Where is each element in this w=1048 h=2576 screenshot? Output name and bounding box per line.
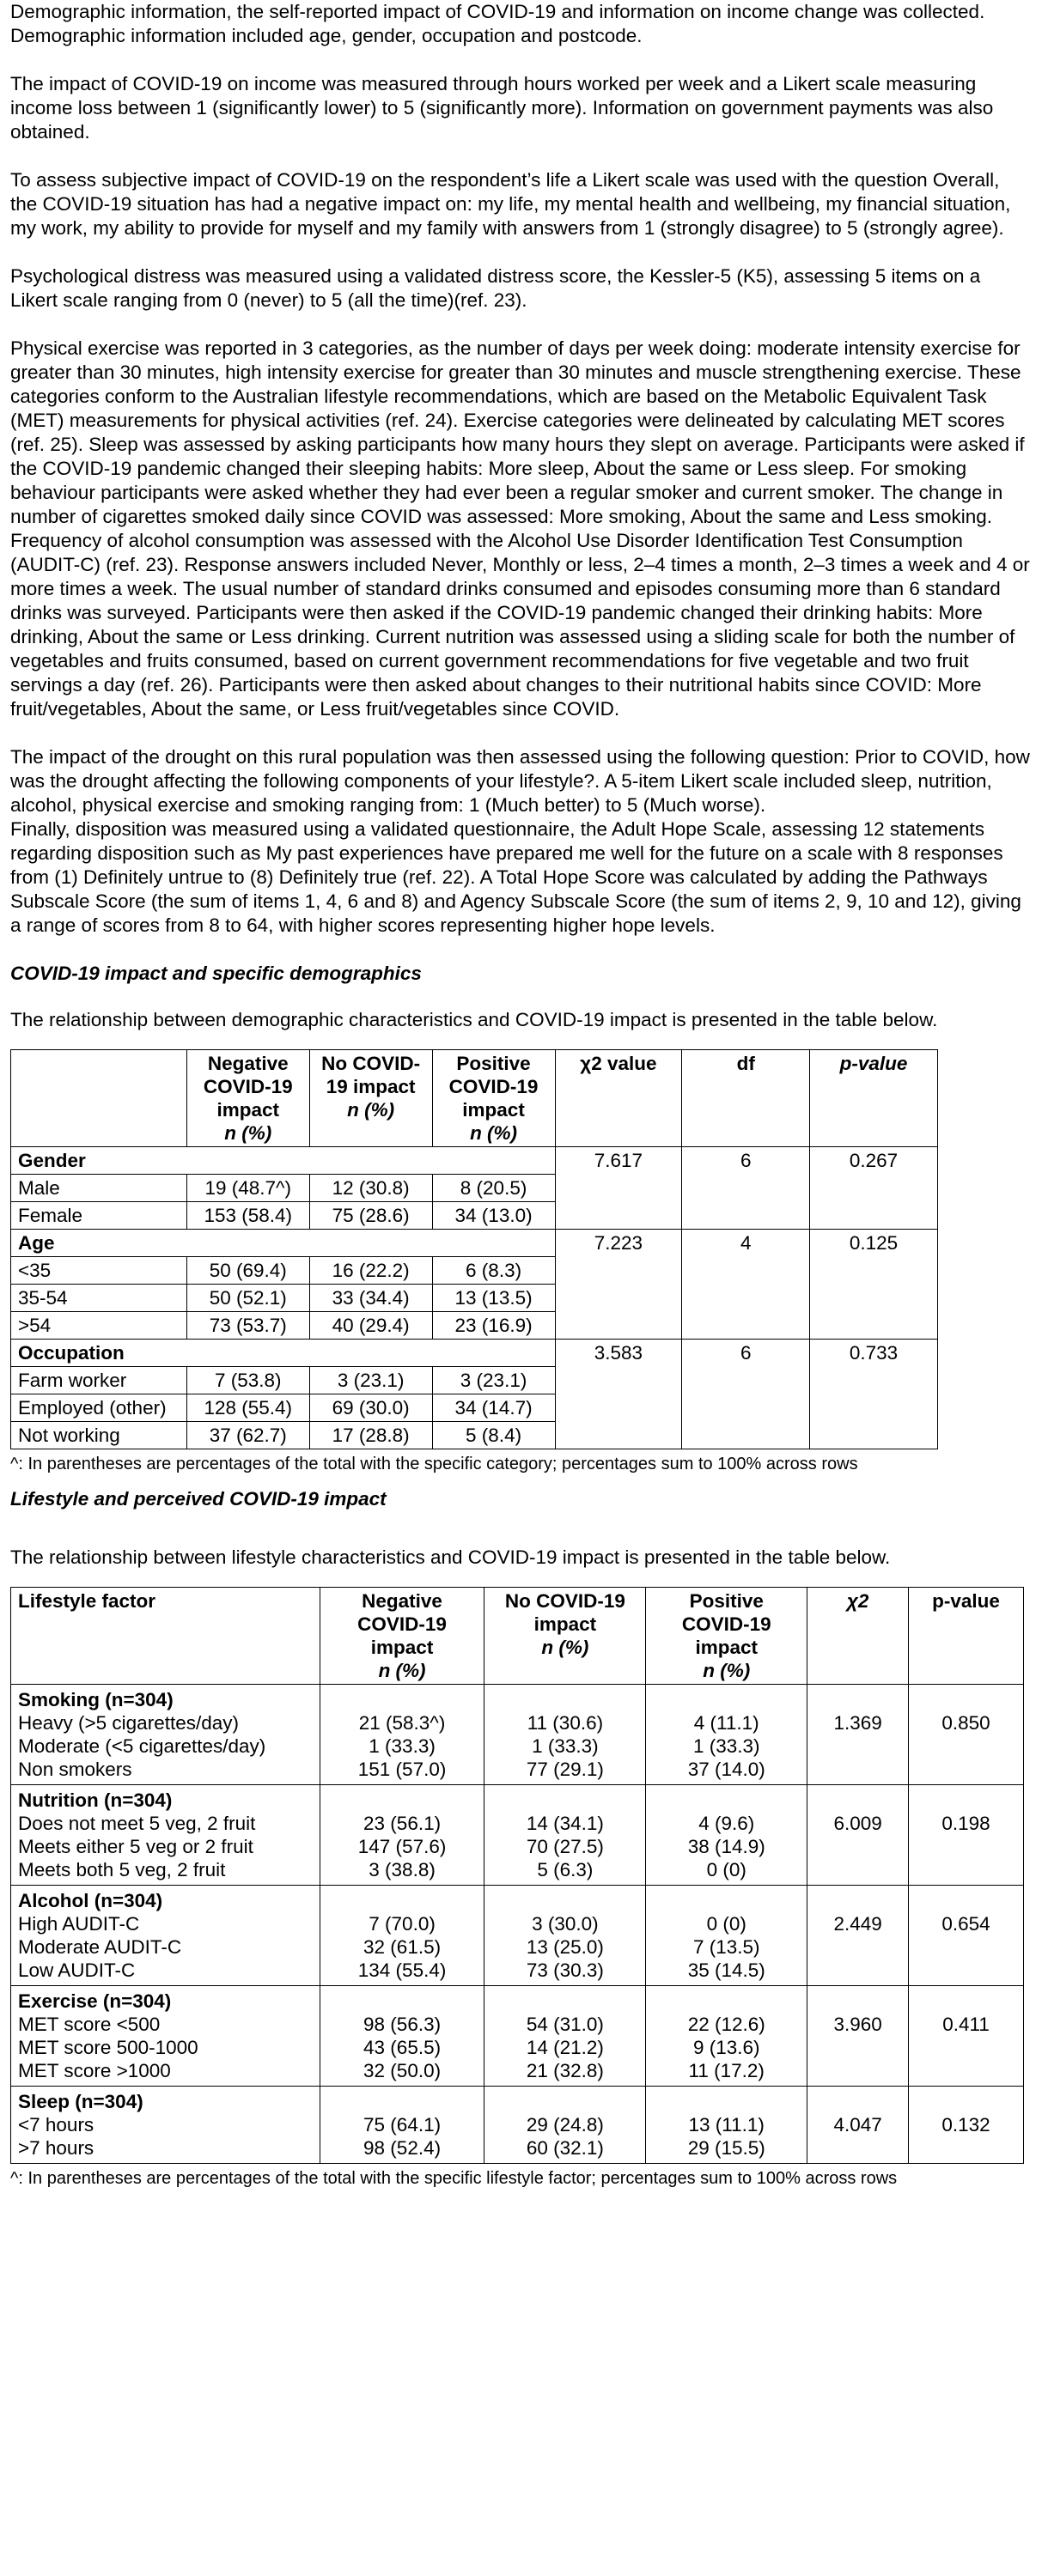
factor-title: Sleep (n=304) [18,2091,143,2112]
row-label: Low AUDIT-C [18,1959,136,1981]
row-label: Does not meet 5 veg, 2 fruit [18,1813,256,1834]
paragraph-lifestyle-measures: Physical exercise was reported in 3 categories, as the number of days per week doing: moderate intensity exercise for greater than 30 minutes, high intensity exercise for greater than 30 minutes and muscle strengthening exercise. These categories conform to the Australian lifestyle recommendations, which are based on the Metabolic Equivalent Task (MET) measurements for physical activities (ref. 24). Exercise categories were delineated by calculating MET scores (ref. 25). Sleep was assessed by asking participants how many hours they slept on average. Participants were asked if the COVID-19 pandemic changed their sleeping habits: More sleep, About the same or Less sleep. For smoking behaviour participants were asked whether they had ever been a regular smoker and current smoker. The change in number of cigarettes smoked daily since COVID was assessed: More smoking, About the same and Less smoking. Frequency of alcohol consumption was assessed with the Alcohol Use Disorder Identification Test Consumption (AUDIT-C) (ref. 23). Response answers included Never, Monthly or less, 2–4 times a month, 2–3 times a week and 4 or more times a week. The usual number of standard drinks consumed and episodes consuming more than 6 standard drinks was surveyed. Participants were then asked if the COVID-19 pandemic changed their drinking habits: More drinking, About the same or Less drinking. Current nutrition was assessed using a sliding scale for both the number of vegetables and fruits consumed, based on current government recommendations for five vegetable and two fruit servings a day (ref. 26). Participants were then asked about changes to their nutritional habits since COVID: More fruit/vegetables, About the same, or Less fruit/vegetables since COVID. [10,337,1030,720]
negative-value: 1 (33.3) [369,1735,436,1757]
factor-n: (n=304) [105,1689,174,1710]
positive-value: 4 (9.6) [698,1813,755,1834]
factor-title: Nutrition (n=304) [18,1789,173,1811]
negative-impact-cell: 7 (53.8) [186,1367,309,1394]
row-label: >7 hours [18,2137,94,2159]
factor-n: (n=304) [94,1890,163,1911]
header-blank [11,1050,187,1147]
no-impact-cell [484,2087,646,2164]
table-note-lifestyle: ^: In parentheses are percentages of the total with the specific lifestyle factor; percentages sum to 100% across rows [10,2169,898,2188]
negative-value: 3 (38.8) [369,1859,436,1880]
positive-value: 7 (13.5) [692,1936,760,1958]
positive-impact-cell: 8 (20.5) [432,1175,555,1202]
no-impact-cell: 3 (23.1) [309,1367,432,1394]
negative-value: 151 (57.0) [357,1759,447,1780]
no-impact-cell: 75 (28.6) [309,1202,432,1230]
p-value: 0.411 [909,1986,1024,2087]
negative-impact-cell: 19 (48.7^) [186,1175,309,1202]
negative-impact-cell: 50 (69.4) [186,1257,309,1285]
p-value: 0.733 [810,1340,938,1449]
row-label: 35-54 [11,1285,187,1312]
no-impact-value: 14 (21.2) [526,2037,604,2058]
chi2-value: 2.449 [807,1886,909,1986]
no-impact-cell: 69 (30.0) [309,1394,432,1422]
header-negative: Negative COVID-19 impact n (%) [186,1050,309,1147]
lifestyle-factor-cell [11,1685,320,1785]
no-impact-cell: 16 (22.2) [309,1257,432,1285]
no-impact-value: 54 (31.0) [526,2014,604,2035]
row-label: Farm worker [11,1367,187,1394]
lifestyle-group-row [11,1785,1024,1886]
no-impact-cell [484,1785,646,1886]
no-impact-cell: 33 (34.4) [309,1285,432,1312]
negative-impact-cell [320,2087,484,2164]
section-intro-lifestyle: The relationship between lifestyle characteristics and COVID-19 impact is presented in the table below. [10,1546,891,1568]
row-label: Moderate AUDIT-C [18,1936,182,1958]
no-impact-value: 60 (32.1) [526,2137,604,2159]
row-label: MET score <500 [18,2014,161,2035]
negative-value: 32 (50.0) [363,2060,442,2081]
positive-impact-cell: 34 (13.0) [432,1202,555,1230]
header-df: df [682,1050,810,1147]
header-positive: Positive COVID-19 impact n (%) [432,1050,555,1147]
negative-value: 98 (56.3) [363,2014,442,2035]
positive-value: 11 (17.2) [688,2060,765,2081]
negative-impact-cell [320,1785,484,1886]
chi2-value: 7.223 [555,1230,682,1340]
group-header-row [11,1147,938,1175]
positive-value: 1 (33.3) [692,1735,760,1757]
paragraph-income: The impact of COVID-19 on income was measured through hours worked per week and a Likert scale measuring income loss between 1 (significantly lower) to 5 (significantly more). Information on government payments was also obtained. [10,73,994,143]
positive-impact-cell [646,1785,807,1886]
row-label: Meets both 5 veg, 2 fruit [18,1859,226,1880]
positive-value: 0 (0) [706,1913,746,1935]
lifestyle-factor-cell [11,1785,320,1886]
positive-impact-cell [646,1886,807,1986]
paragraph-distress: Psychological distress was measured using a validated distress score, the Kessler-5 (K5), assessing 5 items on a Likert scale ranging from 0 (never) to 5 (all the time)(ref. 23). [10,265,981,311]
p-value: 0.850 [909,1685,1024,1785]
positive-value: 0 (0) [706,1859,746,1880]
paragraph-drought: The impact of the drought on this rural population was then assessed using the following question: Prior to COVID, how was the drought affecting the following components of your lifestyle?. A 5-item Likert scale included sleep, nutrition, alcohol, physical exercise and smoking ranging from: 1 (Much better) to 5 (Much worse). [10,746,1030,816]
negative-value: 98 (52.4) [363,2137,442,2159]
factor-title: Alcohol (n=304) [18,1890,163,1911]
negative-impact-cell: 73 (53.7) [186,1312,309,1340]
chi2-value: 3.960 [807,1986,909,2087]
row-label: Not working [11,1422,187,1449]
no-impact-value: 73 (30.3) [526,1959,604,1981]
row-label: Male [11,1175,187,1202]
lifestyle-factor-cell [11,1986,320,2087]
positive-value: 4 (11.1) [693,1712,759,1734]
paragraph-subjective-impact: To assess subjective impact of COVID-19 on the respondent’s life a Likert scale was used with the question Overall, the COVID-19 situation has had a negative impact on: my life, my mental health and wellbeing, my financial situation, my work, my ability to provide for myself and my family with answers from 1 (strongly disagree) to 5 (strongly agree). [10,169,1011,239]
negative-value: 21 (58.3^) [358,1712,446,1734]
positive-impact-cell: 3 (23.1) [432,1367,555,1394]
no-impact-value: 13 (25.0) [526,1936,604,1958]
section-intro-demographics: The relationship between demographic characteristics and COVID-19 impact is presented in the table below. [10,1009,938,1030]
no-impact-value: 1 (33.3) [532,1735,599,1757]
row-label: Employed (other) [11,1394,187,1422]
section-heading-demographics: COVID-19 impact and specific demographics [10,963,422,984]
factor-n: (n=304) [75,2091,143,2112]
lifestyle-group-row [11,1986,1024,2087]
no-impact-cell [484,1986,646,2087]
header-pvalue: p-value [909,1588,1024,1685]
table-header-row [11,1050,938,1147]
positive-impact-cell: 5 (8.4) [432,1422,555,1449]
positive-value: 9 (13.6) [692,2037,760,2058]
header-pvalue: p-value [810,1050,938,1147]
chi2-value: 4.047 [807,2087,909,2164]
positive-value: 29 (15.5) [687,2137,765,2159]
no-impact-cell [484,1685,646,1785]
row-label: Female [11,1202,187,1230]
df-value: 4 [682,1230,810,1340]
lifestyle-group-row [11,2087,1024,2164]
factor-title: Exercise (n=304) [18,1990,172,2012]
row-label: Non smokers [18,1759,132,1780]
row-label: MET score >1000 [18,2060,171,2081]
group-header-row [11,1340,938,1367]
no-impact-value: 3 (30.0) [532,1913,599,1935]
negative-impact-cell: 128 (55.4) [186,1394,309,1422]
positive-impact-cell [646,1986,807,2087]
positive-value: 22 (12.6) [687,2014,765,2035]
negative-value: 32 (61.5) [363,1936,442,1958]
row-label: Meets either 5 veg or 2 fruit [18,1836,253,1857]
row-label: Moderate (<5 cigarettes/day) [18,1735,266,1757]
positive-value: 13 (11.1) [688,2114,765,2136]
group-label: Occupation [11,1340,556,1367]
header-no-covid: No COVID-19 impact n (%) [484,1588,646,1685]
chi2-value: 1.369 [807,1685,909,1785]
factor-n: (n=304) [104,1789,173,1811]
negative-impact-cell: 37 (62.7) [186,1422,309,1449]
p-value: 0.267 [810,1147,938,1230]
row-label: MET score 500-1000 [18,2037,198,2058]
p-value: 0.654 [909,1886,1024,1986]
negative-value: 134 (55.4) [357,1959,447,1981]
chi2-value: 6.009 [807,1785,909,1886]
positive-value: 38 (14.9) [687,1836,765,1857]
group-label: Gender [11,1147,556,1175]
no-impact-value: 11 (30.6) [527,1712,604,1734]
lifestyle-group-row [11,1685,1024,1785]
negative-impact-cell [320,1886,484,1986]
table-header-row [11,1588,1024,1685]
header-positive: Positive COVID-19 impact n (%) [646,1588,807,1685]
positive-impact-cell: 34 (14.7) [432,1394,555,1422]
section-heading-lifestyle: Lifestyle and perceived COVID-19 impact [10,1488,387,1510]
no-impact-value: 14 (34.1) [526,1813,604,1834]
paragraph-hope-scale: Finally, disposition was measured using a validated questionnaire, the Adult Hope Scale, assessing 12 statements regarding disposition such as My past experiences have prepared me well for the future on a scale with 8 responses from (1) Definitely untrue to (8) Definitely true (ref. 22). A Total Hope Score was calculated by adding the Pathways Subscale Score (the sum of items 1, 4, 6 and 8) and Agency Subscale Score (the sum of items 2, 9, 10 and 12), giving a range of scores from 8 to 64, with higher scores representing higher hope levels. [10,818,1021,936]
chi2-value: 7.617 [555,1147,682,1230]
negative-impact-cell [320,1685,484,1785]
positive-impact-cell: 13 (13.5) [432,1285,555,1312]
p-value: 0.132 [909,2087,1024,2164]
row-label: >54 [11,1312,187,1340]
df-value: 6 [682,1147,810,1230]
row-label: Heavy (>5 cigarettes/day) [18,1712,239,1734]
paragraph-demographics: Demographic information, the self-reported impact of COVID-19 and information on income change was collected. Demographic information included age, gender, occupation and postcode. [10,1,985,46]
positive-impact-cell: 6 (8.3) [432,1257,555,1285]
negative-value: 75 (64.1) [363,2114,442,2136]
positive-impact-cell [646,1685,807,1785]
p-value: 0.125 [810,1230,938,1340]
chi2-value: 3.583 [555,1340,682,1449]
header-chi2: χ2 [807,1588,909,1685]
lifestyle-factor-cell [11,2087,320,2164]
header-chi2: χ2 value [555,1050,682,1147]
negative-impact-cell: 153 (58.4) [186,1202,309,1230]
p-value: 0.198 [909,1785,1024,1886]
no-impact-value: 29 (24.8) [526,2114,604,2136]
row-label: <35 [11,1257,187,1285]
demographics-table [10,1049,938,1449]
factor-n: (n=304) [102,1990,172,2012]
no-impact-value: 70 (27.5) [526,1836,604,1857]
no-impact-cell [484,1886,646,1986]
header-negative: Negative COVID-19 impact n (%) [320,1588,484,1685]
negative-value: 23 (56.1) [363,1813,442,1834]
positive-impact-cell: 23 (16.9) [432,1312,555,1340]
positive-impact-cell [646,2087,807,2164]
header-factor: Lifestyle factor [11,1588,320,1685]
no-impact-cell: 17 (28.8) [309,1422,432,1449]
lifestyle-table [10,1587,1024,2164]
table-note-demographics: ^: In parentheses are percentages of the total with the specific category; percentages sum to 100% across rows [10,1455,858,1473]
factor-title: Smoking (n=304) [18,1689,174,1710]
no-impact-value: 21 (32.8) [526,2060,604,2081]
no-impact-value: 77 (29.1) [526,1759,604,1780]
no-impact-cell: 12 (30.8) [309,1175,432,1202]
positive-value: 37 (14.0) [687,1759,765,1780]
negative-value: 147 (57.6) [357,1836,447,1857]
negative-value: 43 (65.5) [363,2037,442,2058]
lifestyle-factor-cell [11,1886,320,1986]
positive-value: 35 (14.5) [687,1959,765,1981]
header-no-covid: No COVID- 19 impact n (%) [309,1050,432,1147]
df-value: 6 [682,1340,810,1449]
group-label: Age [11,1230,556,1257]
no-impact-value: 5 (6.3) [537,1859,594,1880]
row-label: High AUDIT-C [18,1913,140,1935]
no-impact-cell: 40 (29.4) [309,1312,432,1340]
group-header-row [11,1230,938,1257]
negative-impact-cell: 50 (52.1) [186,1285,309,1312]
row-label: <7 hours [18,2114,94,2136]
negative-value: 7 (70.0) [369,1913,436,1935]
lifestyle-group-row [11,1886,1024,1986]
negative-impact-cell [320,1986,484,2087]
